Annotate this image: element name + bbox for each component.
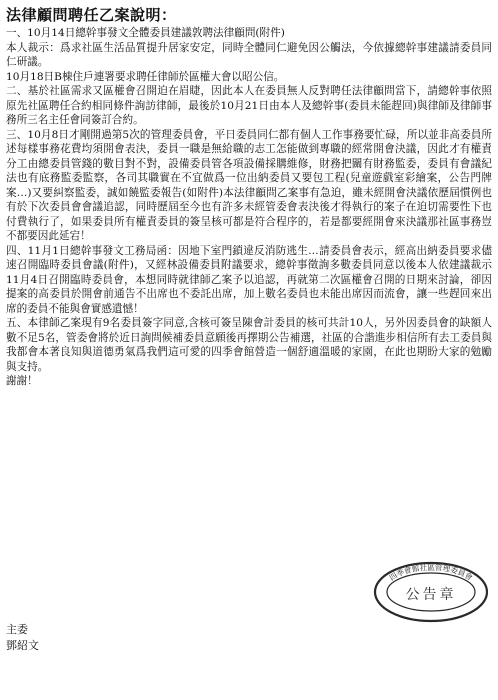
signature-block [6, 622, 39, 654]
closing-thanks: 謝謝！ [6, 375, 38, 387]
paragraph-1: 一、10月14日總幹事發文全體委員建議敦聘法律顧問(附件) [6, 27, 285, 39]
signature-role: 主委 [6, 623, 28, 636]
paragraph-2: 本人裁示：爲求社區生活品質提升居家安定，同時全體同仁避免因公觸法，今依據總幹事建議請委員同仁研議。 [6, 41, 492, 68]
official-seal-stamp [372, 560, 490, 624]
document-body [6, 26, 492, 389]
paragraph-4: 二、基於社區需求又區權會召開迫在眉睫，因此本人在委員無人反對聘任法律顧問當下，請總幹事依照原先社區聘任合約相同條件詢訪律師，最後於10月21日由本人及總幹事(委員未能趕回)與律師及律師事務所三名主任會同簽訂合約。 [6, 85, 492, 126]
paragraph-5: 三、10月8日才剛開過第5次的管理委員會，平日委員同仁都有個人工作事務要忙碌，所以並非高委員所述每樣事務花費均須開會表決，委員一職是無給職的志工怎能做到專職的經常開會決議，因此才有權責分工由總委員管錢的數目對不對，設備委員管各項設備採購維修，財務把關有財務監委，委員有會議紀法也有底務監委監察，各司其職實在不宜做爲一位出納委員又要包工程(兒童遊戲室彩繪案，公告門牌案…)又要糾察監委，誠如饒監委報告(如附件)本法律顧問乙案事有急迫，雖未經開會決議依歷屆慣例也有於下次委員會會議追認，同時歷屆至今也有許多未經管委會表決後才得執行的案子在迫切需要性下也付費執行了，如果委員所有權責委員的簽呈核可都是符合程序的，若是都要經開會來決議那社區事務豈不都要因此延宕！ [6, 128, 492, 242]
document-title: 法律顧問聘任乙案說明： [6, 6, 177, 24]
seal-ring-text: 四季會館社區管理委員會 [387, 563, 475, 583]
paragraph-6: 四、11月1日總幹事發文工務局函：因地下室門鎖違反消防逃生…請委員會表示，經高出納委員要求儘速召開臨時委員會議(附件)，又經林設備委員附議要求，總幹事徵詢多數委員同意以後本人依建議裁示11月4日召開臨時委員會，本想同時就律師乙案予以追認，再就第二次區權會召開的日期來討論，卻因提案的高委員於開會前通告不出席也不委託出席，加上數名委員也未能出席因而流會，讓一些趕回來出席的委員不能與會實感遺憾！ [6, 244, 492, 315]
paragraph-3: 10月18日B棟住戶連署要求聘任律師於區權大會以昭公信。 [6, 70, 285, 83]
seal-center-text: 公告章 [405, 587, 457, 603]
paragraph-7: 五、本律師乙案現有9名委員簽字同意,含核可簽呈陳會計委員的核可共計10人，另外因委員會的缺額人數不足5名，管委會將於近日詢問候補委員意願後再擇期公告補選，社區的合諧進步相信所有去工委員與我都會本著良知與道德勇氣爲我們這可愛的四季會館營造一個舒適溫暖的家園，在此也期盼大家的勉勵與支持。 [6, 317, 492, 373]
svg-text:四季會館社區管理委員會 [388, 562, 475, 583]
seal-icon [372, 560, 490, 624]
signature-name: 鄧紹文 [6, 639, 39, 652]
